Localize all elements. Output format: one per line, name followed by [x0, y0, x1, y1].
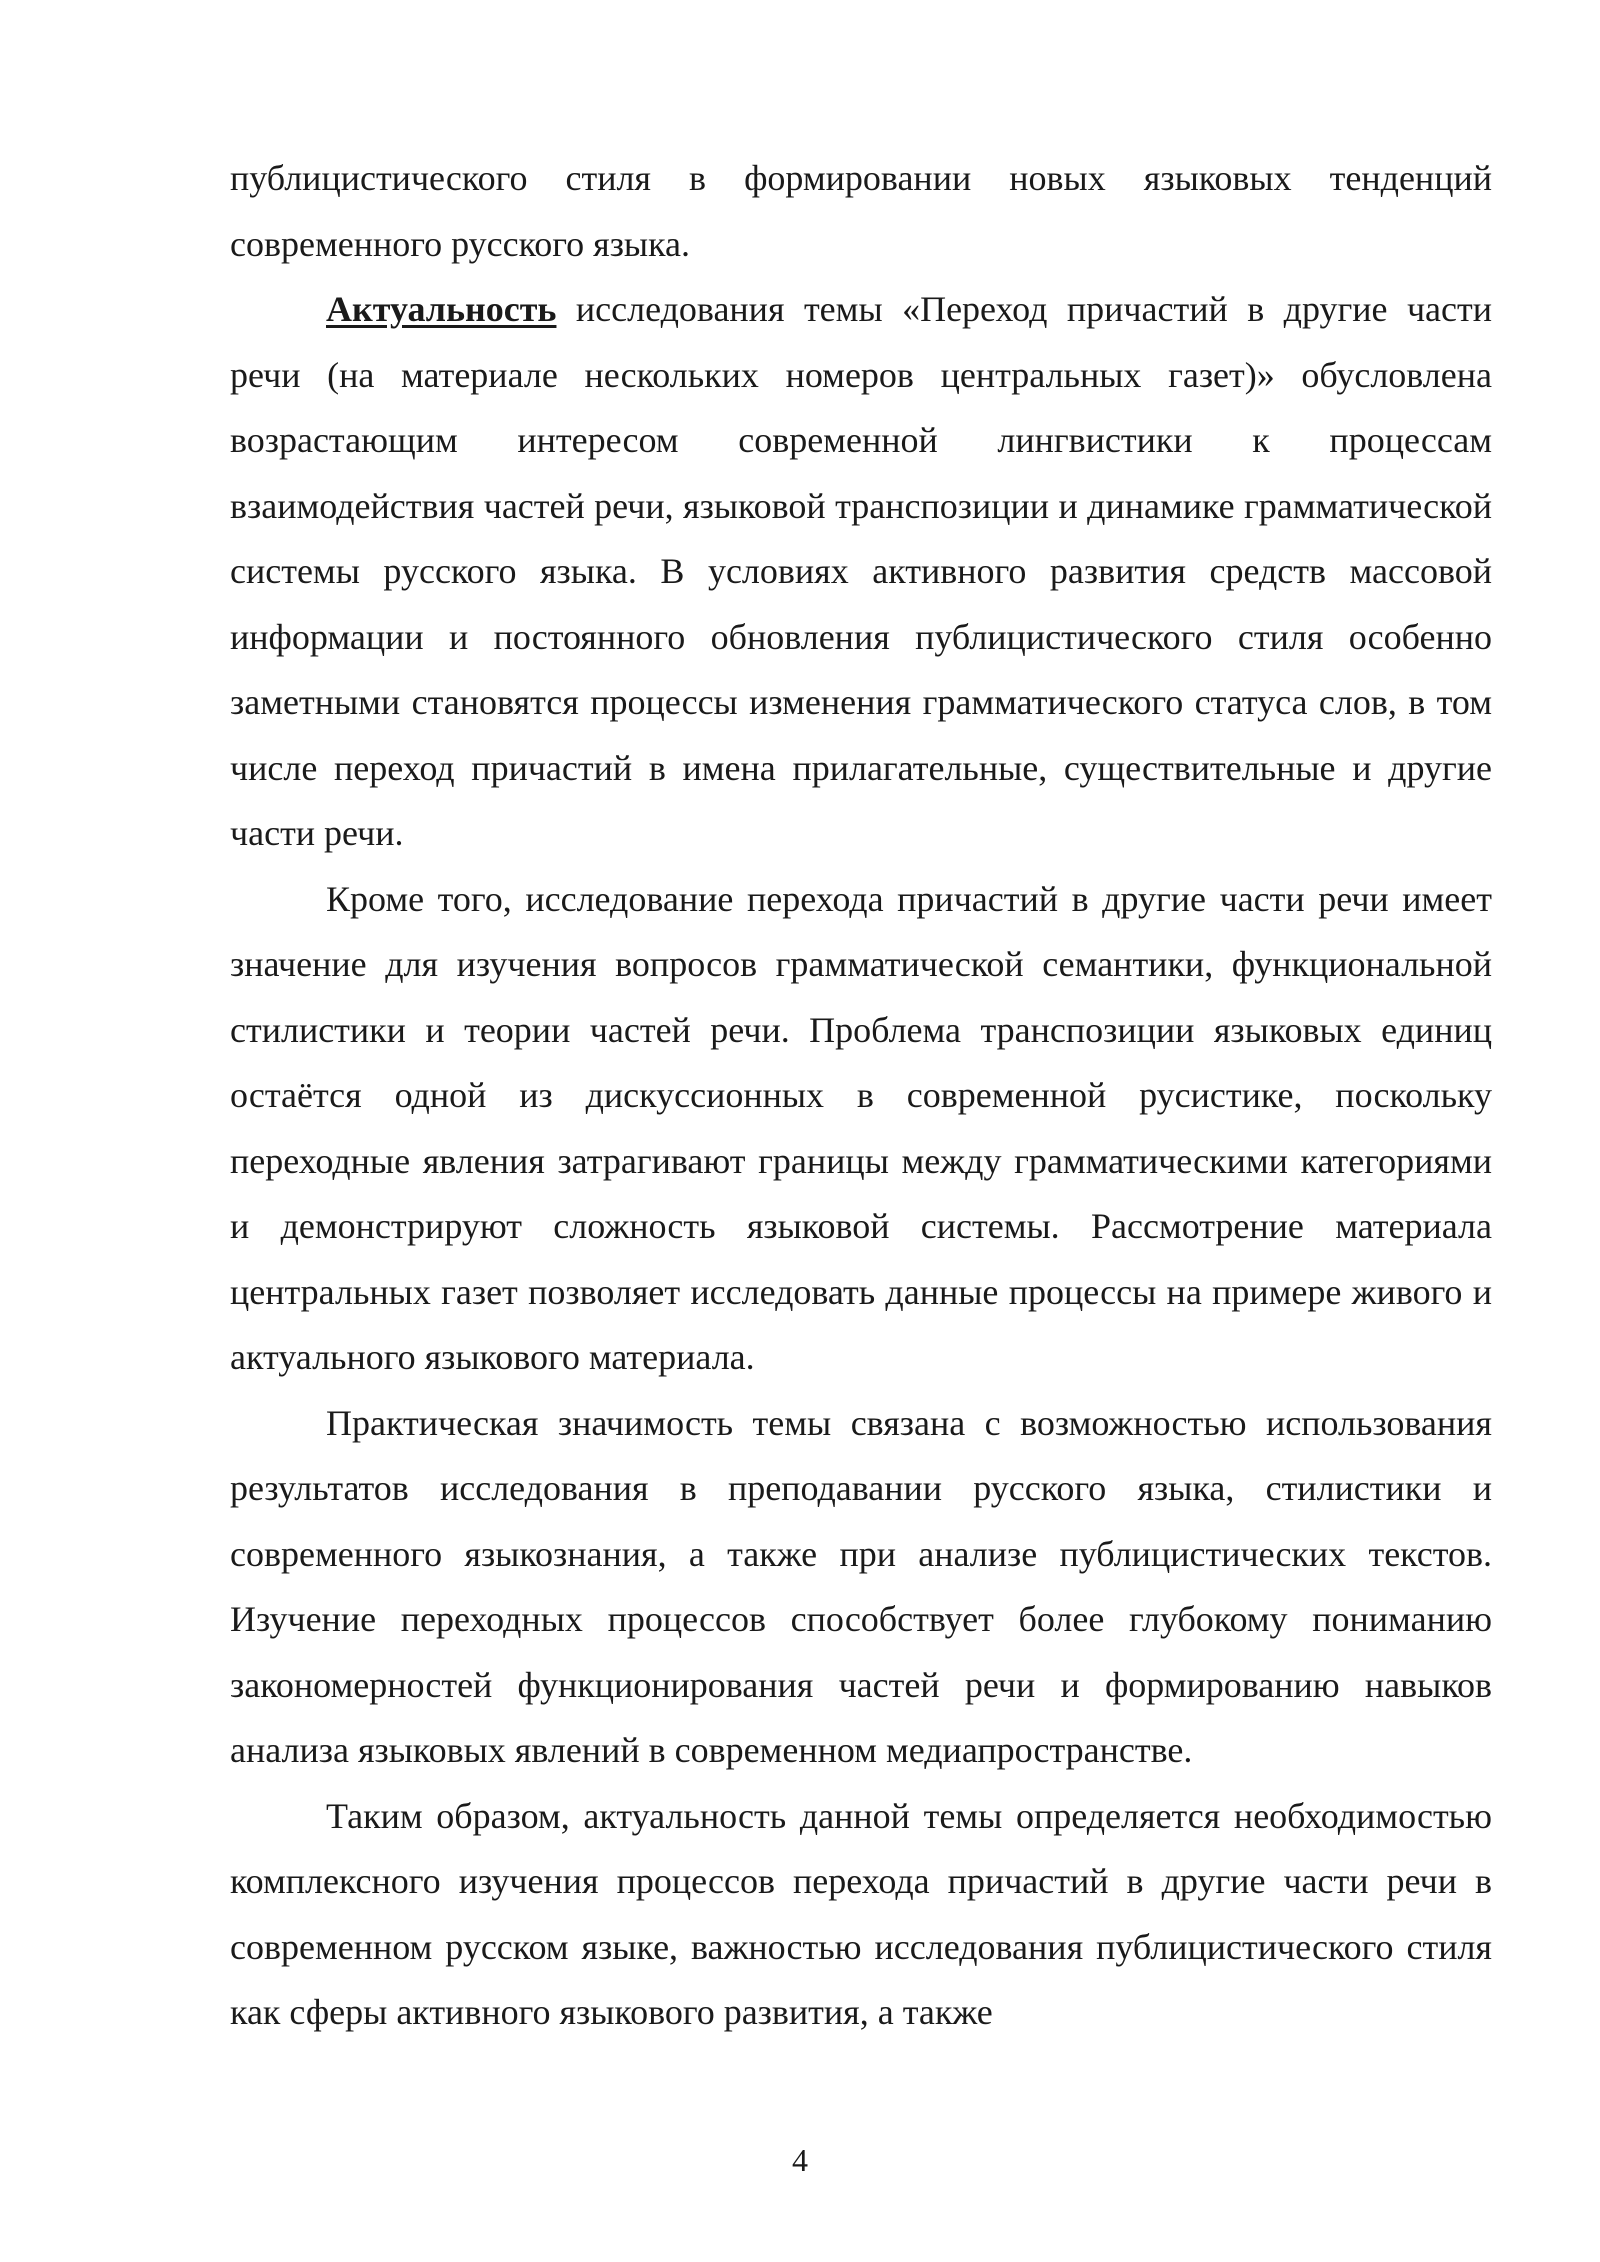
page-number: 4	[792, 2142, 808, 2178]
paragraph-significance	[230, 867, 1492, 1391]
paragraph-relevance	[230, 277, 1492, 867]
paragraph-conclusion	[230, 1784, 1492, 2046]
paragraph-practical	[230, 1391, 1492, 1784]
paragraph-text: Кроме того, исследование перехода причастий в другие части речи имеет значение для изучения вопросов грамматической семантики, функциональной стилистики и теории частей речи. Проблема транспозиции языковых единиц остаётся одной из дискуссионных в современной русистике, поскольку переходные явления затрагивают границы между грамматическими категориями и демонстрируют сложность языковой системы. Рассмотрение материала центральных газет позволяет исследовать данные процессы на примере живого и актуального языкового материала.	[230, 878, 1492, 1377]
body-text	[230, 146, 1492, 2046]
paragraph-text: исследования темы «Переход причастий в другие части речи (на материале нескольких номеров центральных газет)» обусловлена возрастающим интересом современной лингвистики к процессам взаимодействия частей речи, языковой транспозиции и динамике грамматической системы русского языка. В условиях активного развития средств массовой информации и постоянного обновления публицистического стиля особенно заметными становятся процессы изменения грамматического статуса слов, в том числе переход причастий в имена прилагательные, существительные и другие части речи.	[230, 289, 1492, 853]
relevance-keyword: Актуальность	[326, 289, 557, 329]
paragraph-text: Практическая значимость темы связана с возможностью использования результатов исследования в преподавании русского языка, стилистики и современного языкознания, а также при анализе публицистических текстов. Изучение переходных процессов способствует более глубокому пониманию закономерностей функционирования частей речи и формированию навыков анализа языковых явлений в современном медиапространстве.	[230, 1402, 1492, 1770]
paragraph-text: Таким образом, актуальность данной темы определяется необходимостью комплексного изучения процессов перехода причастий в другие части речи в современном русском языке, важностью исследования публицистического стиля как сферы активного языкового развития, а также	[230, 1795, 1492, 2032]
paragraph-text: публицистического стиля в формировании новых языковых тенденций современного русского языка.	[230, 158, 1492, 264]
paragraph-continuation	[230, 146, 1492, 277]
